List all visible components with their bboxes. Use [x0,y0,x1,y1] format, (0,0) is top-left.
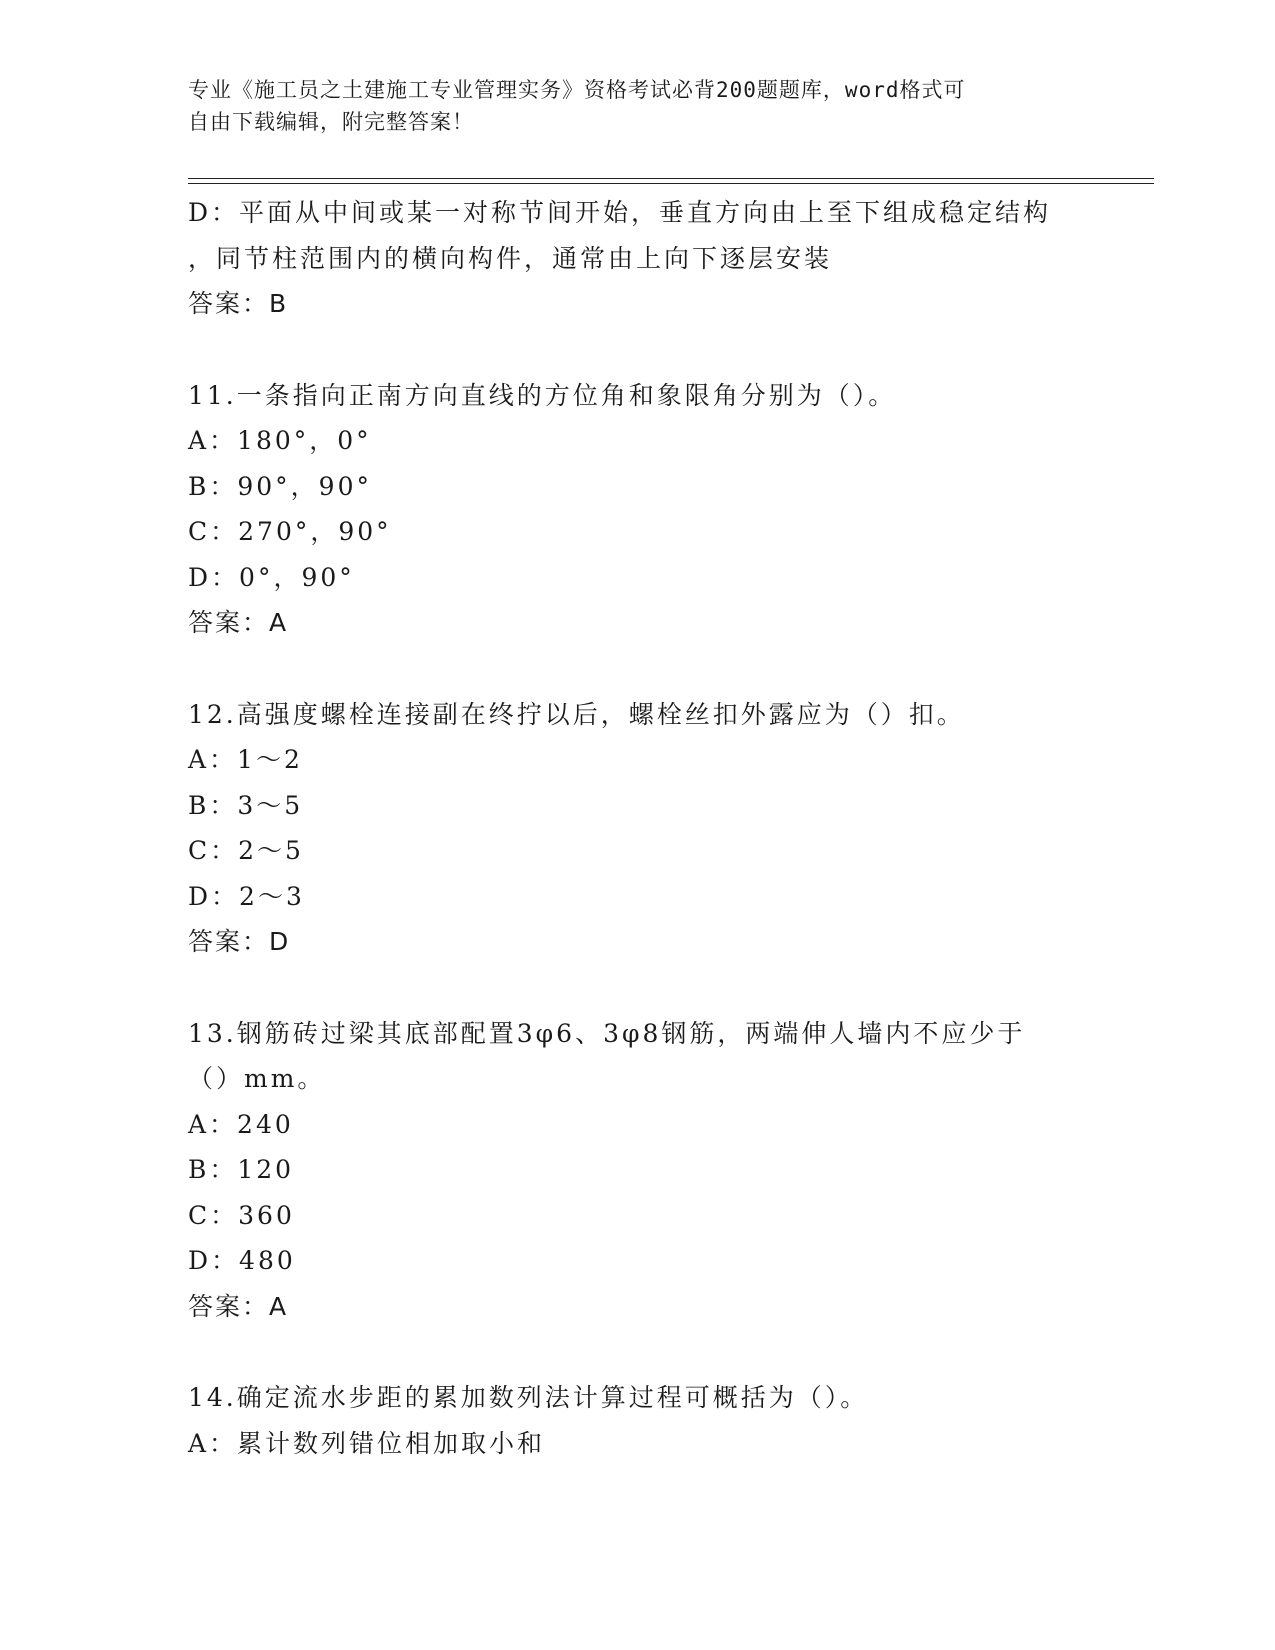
header-divider-top [188,178,1154,179]
spacer [188,965,1088,1011]
question-13-option-b: B：120 [188,1155,295,1184]
header-title-line1: 专业《施工员之土建施工专业管理实务》资格考试必背200题题库，word格式可 [188,78,966,102]
header-title-line2: 自由下载编辑，附完整答案！ [188,110,474,134]
question-12-stem: 12.高强度螺栓连接副在终拧以后，螺栓丝扣外露应为（）扣。 [188,699,965,729]
document-header [188,74,1068,138]
question-11-option-d: D：0°，90° [188,562,355,592]
question-14-option-a: A：累计数列错位相加取小和 [188,1428,546,1458]
question-13-stem-line1: 13.钢筋砖过梁其底部配置3φ6、3φ8钢筋，两端伸人墙内不应少于 [188,1018,1026,1048]
question-13-option-a: A：240 [188,1109,294,1139]
prev-option-d-line1: D：平面从中间或某一对称节间开始，垂直方向由上至下组成稳定结构 [188,198,1052,227]
question-13-option-c: C：360 [188,1200,295,1230]
question-11-option-c: C：270°，90° [188,517,392,546]
question-14-stem: 14.确定流水步距的累加数列法计算过程可概括为（）。 [188,1383,869,1412]
question-13-option-d: D：480 [188,1246,296,1275]
header-divider-bottom [188,183,1154,184]
prev-answer: 答案：B [188,289,289,318]
question-11-option-b: B：90°，90° [188,471,372,501]
question-list [188,190,1088,1466]
question-11-option-a: A：180°，0° [188,426,372,455]
question-12-option-d: D：2～3 [188,881,305,911]
spacer [188,646,1088,692]
spacer [188,327,1088,373]
question-12-option-a: A：1～2 [188,745,303,774]
question-11-stem: 11.一条指向正南方向直线的方位角和象限角分别为（）。 [188,380,897,410]
question-12-option-c: C：2～5 [188,836,304,865]
question-11-answer: 答案：A [188,608,289,637]
question-13-stem-line2: （）mm。 [188,1064,326,1093]
question-12-option-b: B：3～5 [188,790,304,820]
spacer [188,1329,1088,1375]
prev-option-d-line2: ，同节柱范围内的横向构件，通常由上向下逐层安装 [188,243,833,273]
question-12-answer: 答案：D [188,927,291,956]
question-13-answer: 答案：A [188,1291,289,1321]
